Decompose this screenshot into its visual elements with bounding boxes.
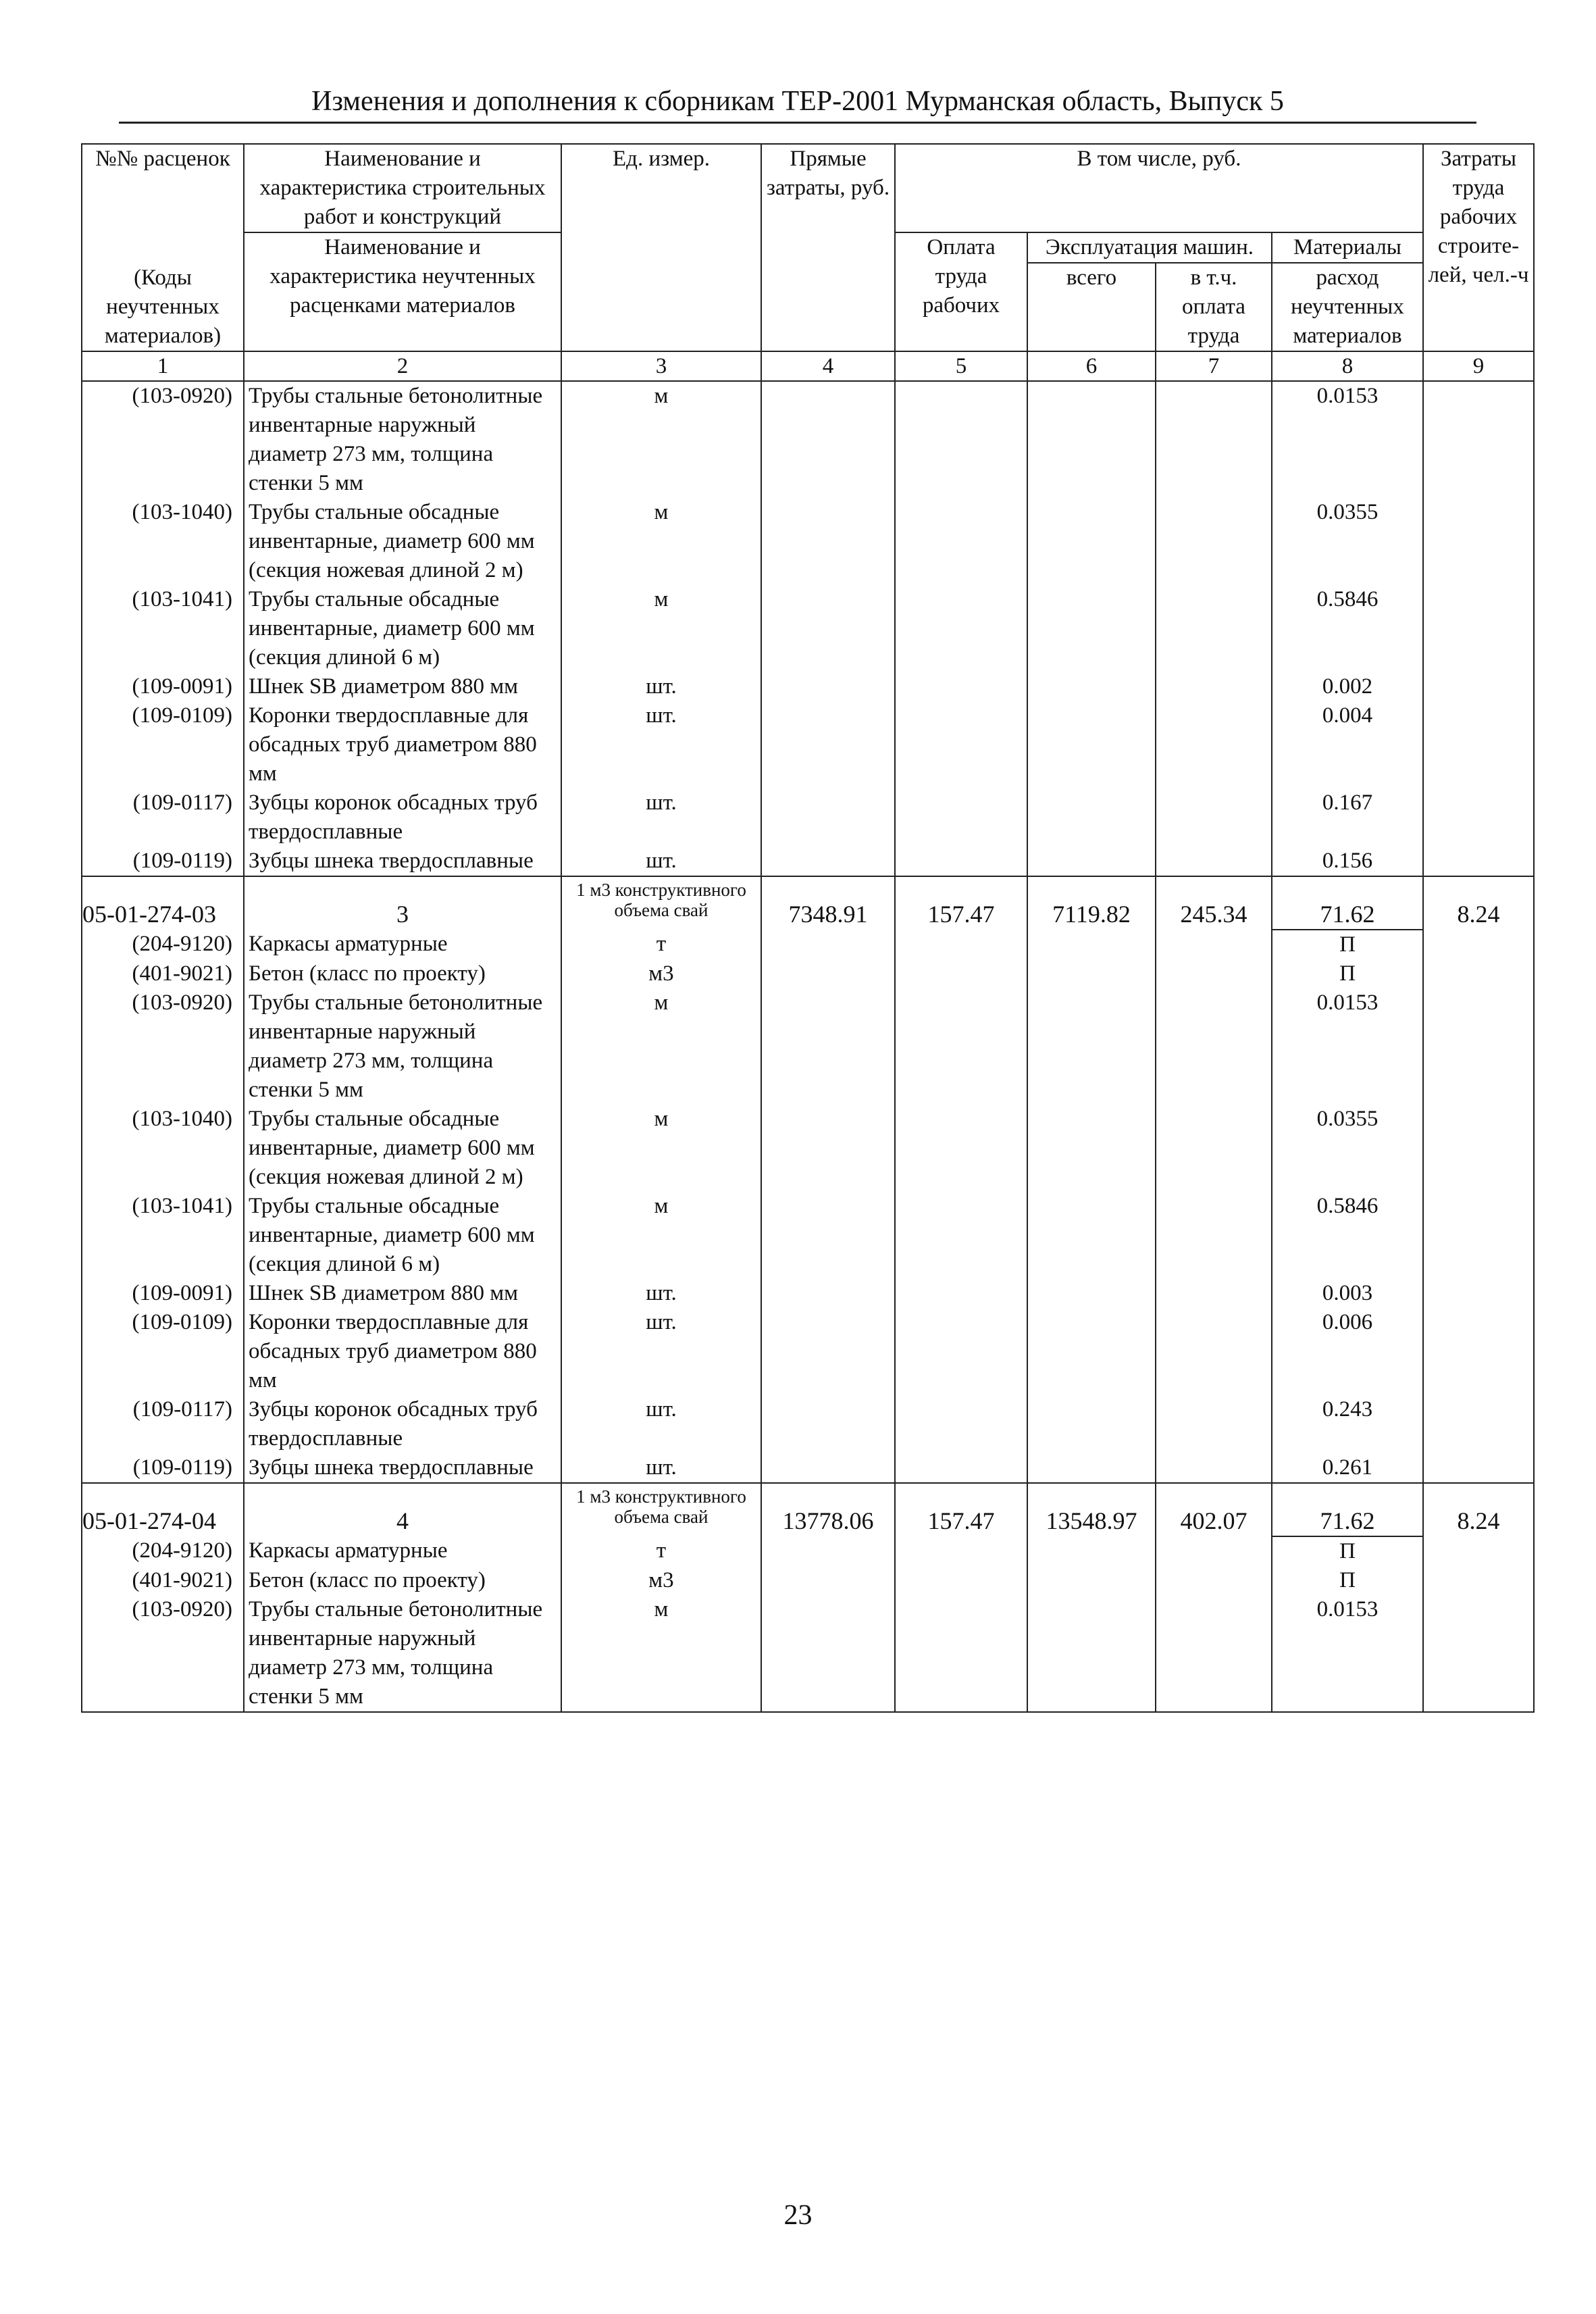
material-amount: 0.5846 (1272, 1192, 1423, 1279)
material-unit: шт. (561, 1395, 761, 1453)
material-code: (204-9120) (82, 1536, 244, 1566)
col-workers: Затраты труда рабочих строите-лей, чел.-ч (1423, 144, 1534, 351)
material-unit: шт. (561, 1308, 761, 1395)
material-unit: м (561, 498, 761, 585)
material-name: Трубы стальные обсадные инвентарные, диаметр 600 мм (секция ножевая длиной 2 м) (244, 498, 561, 585)
material-unit: м3 (561, 1566, 761, 1595)
col-num: 1 (82, 351, 244, 381)
table-row (82, 1536, 1534, 1566)
col-num: 2 (244, 351, 561, 381)
material-amount: П (1272, 1566, 1423, 1595)
table-row (82, 988, 1534, 1105)
material-name: Зубцы шнека твердосплавные (244, 1453, 561, 1483)
material-amount: 0.004 (1272, 701, 1423, 788)
material-amount: П (1272, 930, 1423, 959)
price-machines-labor: 402.07 (1156, 1483, 1272, 1536)
material-code: (204-9120) (82, 930, 244, 959)
material-name: Коронки твердосплавные для обсадных труб диаметром 880 мм (244, 701, 561, 788)
rates-table (81, 143, 1535, 1713)
table-row (82, 1595, 1534, 1712)
price-unit: 1 м3 конструктивного объема свай (561, 876, 761, 930)
material-name: Зубцы коронок обсадных труб твердосплавные (244, 788, 561, 847)
material-amount: 0.0153 (1272, 988, 1423, 1105)
col-direct: Прямые затраты, руб. (761, 144, 895, 351)
table-row (82, 847, 1534, 876)
table-header (82, 144, 1534, 381)
price-materials: 71.62 (1272, 876, 1423, 930)
material-code: (109-0091) (82, 1279, 244, 1308)
material-name: Трубы стальные бетонолитные инвентарные наружный диаметр 273 мм, толщина стенки 5 мм (244, 988, 561, 1105)
material-unit: м (561, 1192, 761, 1279)
material-amount: 0.006 (1272, 1308, 1423, 1395)
col-num: 9 (1423, 351, 1534, 381)
col-unit: Ед. измер. (561, 144, 761, 351)
price-name: 4 (244, 1483, 561, 1536)
material-amount: 0.243 (1272, 1395, 1423, 1453)
material-code: (401-9021) (82, 959, 244, 988)
material-code: (109-0119) (82, 1453, 244, 1483)
material-name: Трубы стальные обсадные инвентарные, диаметр 600 мм (секция длиной 6 м) (244, 1192, 561, 1279)
table-row (82, 1308, 1534, 1395)
col-num: 5 (895, 351, 1027, 381)
table-row (82, 672, 1534, 701)
material-amount: П (1272, 1536, 1423, 1566)
material-unit: м (561, 988, 761, 1105)
material-code: (401-9021) (82, 1566, 244, 1595)
material-name: Шнек SB диаметром 880 мм (244, 1279, 561, 1308)
table-row (82, 701, 1534, 788)
price-row (82, 1483, 1534, 1536)
material-unit: шт. (561, 1279, 761, 1308)
col-num: 6 (1027, 351, 1156, 381)
material-code: (103-0920) (82, 1595, 244, 1712)
material-name: Шнек SB диаметром 880 мм (244, 672, 561, 701)
col-materials: Материалы (1272, 232, 1423, 263)
table-row (82, 1395, 1534, 1453)
col-labor: Оплата труда рабочих (895, 232, 1027, 351)
material-code: (109-0117) (82, 1395, 244, 1453)
col-code-bottom: (Коды неучтенных материалов) (82, 232, 244, 351)
material-name: Зубцы коронок обсадных труб твердосплавные (244, 1395, 561, 1453)
table-row (82, 381, 1534, 498)
material-name: Каркасы арматурные (244, 930, 561, 959)
price-machines-labor: 245.34 (1156, 876, 1272, 930)
col-materials-sub: расход неучтенных материалов (1272, 263, 1423, 351)
page-number: 23 (783, 2200, 813, 2231)
material-name: Трубы стальные обсадные инвентарные, диаметр 600 мм (секция длиной 6 м) (244, 585, 561, 672)
material-unit: шт. (561, 701, 761, 788)
material-name: Трубы стальные бетонолитные инвентарные наружный диаметр 273 мм, толщина стенки 5 мм (244, 1595, 561, 1712)
material-code: (109-0109) (82, 701, 244, 788)
col-num: 3 (561, 351, 761, 381)
col-machines-labor: в т.ч. оплата труда (1156, 263, 1272, 351)
material-amount: П (1272, 959, 1423, 988)
price-unit: 1 м3 конструктивного объема свай (561, 1483, 761, 1536)
material-code: (109-0109) (82, 1308, 244, 1395)
price-code: 05-01-274-03 (82, 876, 244, 930)
material-unit: шт. (561, 788, 761, 847)
page-header (119, 81, 1476, 124)
col-name-top: Наименование и характеристика строительных работ и конструкций (244, 144, 561, 232)
col-machines-total: всего (1027, 263, 1156, 351)
price-direct: 7348.91 (761, 876, 895, 930)
material-amount: 0.5846 (1272, 585, 1423, 672)
material-unit: шт. (561, 847, 761, 876)
price-name: 3 (244, 876, 561, 930)
table-row (82, 1279, 1534, 1308)
material-name: Бетон (класс по проекту) (244, 1566, 561, 1595)
material-unit: м (561, 1595, 761, 1712)
table-row (82, 498, 1534, 585)
price-machines: 7119.82 (1027, 876, 1156, 930)
material-amount: 0.0355 (1272, 498, 1423, 585)
material-name: Бетон (класс по проекту) (244, 959, 561, 988)
material-amount: 0.0153 (1272, 381, 1423, 498)
page-title: Изменения и дополнения к сборникам ТЕР-2001 Мурманская область, Выпуск 5 (311, 86, 1284, 117)
col-code-top: №№ расценок (82, 144, 244, 232)
price-code: 05-01-274-04 (82, 1483, 244, 1536)
material-unit: м3 (561, 959, 761, 988)
material-name: Коронки твердосплавные для обсадных труб диаметром 880 мм (244, 1308, 561, 1395)
table-row (82, 1453, 1534, 1483)
material-unit: шт. (561, 672, 761, 701)
material-unit: м (561, 1105, 761, 1192)
price-materials: 71.62 (1272, 1483, 1423, 1536)
col-machines: Эксплуатация машин. (1027, 232, 1272, 263)
material-code: (109-0119) (82, 847, 244, 876)
price-labor: 157.47 (895, 1483, 1027, 1536)
col-incl: В том числе, руб. (895, 144, 1423, 232)
material-amount: 0.167 (1272, 788, 1423, 847)
material-name: Трубы стальные бетонолитные инвентарные наружный диаметр 273 мм, толщина стенки 5 мм (244, 381, 561, 498)
table-row (82, 959, 1534, 988)
table-row (82, 585, 1534, 672)
material-code: (103-0920) (82, 988, 244, 1105)
material-unit: т (561, 1536, 761, 1566)
material-code: (103-0920) (82, 381, 244, 498)
material-name: Трубы стальные обсадные инвентарные, диаметр 600 мм (секция ножевая длиной 2 м) (244, 1105, 561, 1192)
material-code: (103-1041) (82, 585, 244, 672)
material-name: Зубцы шнека твердосплавные (244, 847, 561, 876)
material-amount: 0.002 (1272, 672, 1423, 701)
table-row (82, 930, 1534, 959)
material-code: (109-0091) (82, 672, 244, 701)
table-row (82, 1105, 1534, 1192)
material-amount: 0.0355 (1272, 1105, 1423, 1192)
price-direct: 13778.06 (761, 1483, 895, 1536)
material-unit: м (561, 381, 761, 498)
material-code: (109-0117) (82, 788, 244, 847)
material-amount: 0.003 (1272, 1279, 1423, 1308)
price-workers: 8.24 (1423, 876, 1534, 930)
price-workers: 8.24 (1423, 1483, 1534, 1536)
material-amount: 0.261 (1272, 1453, 1423, 1483)
table-row (82, 1566, 1534, 1595)
table-row (82, 1192, 1534, 1279)
material-code: (103-1041) (82, 1192, 244, 1279)
price-labor: 157.47 (895, 876, 1027, 930)
table-row (82, 788, 1534, 847)
material-code: (103-1040) (82, 1105, 244, 1192)
column-numbers (82, 351, 1534, 381)
price-row (82, 876, 1534, 930)
col-name-bottom: Наименование и характеристика неучтенных расценками материалов (244, 232, 561, 351)
col-num: 7 (1156, 351, 1272, 381)
price-machines: 13548.97 (1027, 1483, 1156, 1536)
material-amount: 0.0153 (1272, 1595, 1423, 1712)
material-code: (103-1040) (82, 498, 244, 585)
material-unit: шт. (561, 1453, 761, 1483)
material-unit: м (561, 585, 761, 672)
material-name: Каркасы арматурные (244, 1536, 561, 1566)
col-num: 8 (1272, 351, 1423, 381)
material-unit: т (561, 930, 761, 959)
material-amount: 0.156 (1272, 847, 1423, 876)
col-num: 4 (761, 351, 895, 381)
